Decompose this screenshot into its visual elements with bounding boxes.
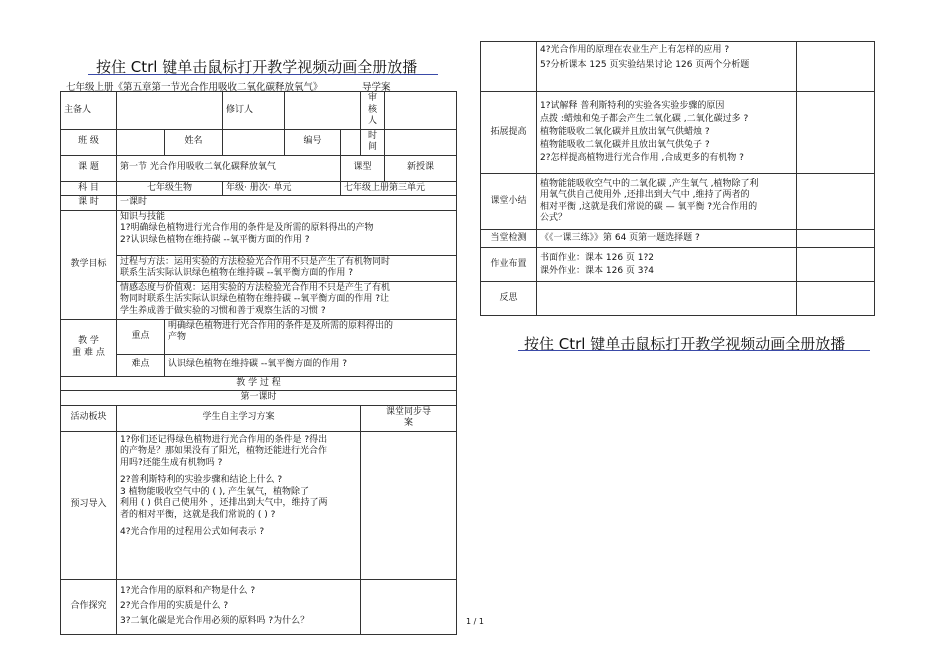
grade-volume-value: 七年级上册第三单元 (341, 181, 457, 196)
topic-label: 课 题 (61, 155, 117, 181)
key-point-line: 产物 (168, 332, 187, 342)
key-difficult-points-label (61, 319, 117, 376)
class-label: 班 级 (61, 129, 117, 155)
period-value: 一课时 (117, 196, 457, 211)
time-label: 时间 (361, 129, 385, 155)
preview-line: 4?光合作用的过程用公式如何表示 ? (120, 527, 265, 537)
summary-line: 植物能能吸收空气中的二氧化碳 ,产生氧气 ,植物除了利 (540, 178, 759, 189)
preview-intro-content (117, 431, 361, 579)
extension-content (537, 92, 797, 174)
goal-c-line: 情感态度与价值观：运用实验的方法检验光合作用不只是产生了有机 (120, 282, 391, 293)
subject-value: 七年级生物 (117, 181, 223, 196)
page-number: 1 / 1 (466, 617, 484, 626)
process-period: 第一课时 (61, 391, 457, 406)
continued-questions (537, 42, 797, 92)
time-value (385, 129, 457, 155)
preview-line: 3 植物能吸收空气中的 ( ), 产生氧气，植物除了 (120, 486, 310, 497)
goal-c-line: 物同时联系生活实际认识绿色植物在维持碳 --氧平衡方面的作用 ?让 (120, 294, 389, 304)
goal-a-line: 知识与技能 (120, 211, 166, 222)
preview-line: 2?普利斯特利的实验步骤和结论上什么 ? (120, 475, 283, 485)
topic-value: 第一节 光合作用吸收二氧化碳释放氧气 (117, 155, 341, 181)
subject-label: 科 目 (61, 181, 117, 196)
col-header-guide-line: 课堂同步导 (385, 406, 431, 417)
preview-line: 用吗?还能生成有机物吗 ? (120, 457, 223, 468)
continued-label-cell (481, 42, 537, 92)
lesson-plan-table (60, 91, 457, 635)
goal-emotion-values (117, 281, 457, 319)
video-link-banner[interactable]: 按住 Ctrl 键单击鼠标打开教学视频动画全册放播 (96, 58, 418, 76)
reviser-label: 修订人 (223, 92, 285, 130)
col-header-class-guide (361, 405, 457, 431)
preview-line: 者的相对平衡，这就是我们常说的 ( ) ? (120, 509, 276, 520)
reviser-value (285, 92, 361, 130)
summary-line: 相对平衡 ,这就是我们常说的碳 — 氧平衡 ?光合作用的 (540, 201, 758, 212)
key-point-text (165, 319, 457, 354)
homework-line: 书面作业：课本 126 页 1?2 (540, 252, 654, 263)
video-link-banner-2[interactable]: 按住 Ctrl 键单击鼠标打开教学视频动画全册放播 (524, 335, 846, 353)
key-point-label: 重点 (117, 319, 165, 354)
difficult-point-text: 认识绿色植物在维持碳 --氧平衡方面的作用 ? (165, 354, 457, 376)
extension-line: 点拨 :蜡烛和兔子都会产生二氧化碳 ,二氧化碳过多 ? (540, 114, 749, 124)
extension-line: 1?试解释 普利斯特利的实验各实验步骤的原因 (540, 101, 725, 111)
prep-person-value (117, 92, 223, 130)
name-value (223, 129, 285, 155)
goal-a-line: 1?明确绿色植物进行光合作用的条件是及所需的原料得出的产物 (120, 223, 374, 233)
difficult-point-label: 难点 (117, 354, 165, 376)
inquiry-line: 2?光合作用的实质是什么 ? (120, 601, 229, 611)
preview-line: 1?你们还记得绿色植物进行光合作用的条件是 ?得出 (120, 434, 328, 445)
goal-a-line: 2?认识绿色植物在维持碳 --氧平衡方面的作用 ? (120, 234, 310, 245)
col-header-student-plan: 学生自主学习方案 (117, 405, 361, 431)
inquiry-line: 1?光合作用的原料和产物是什么 ? (120, 586, 256, 596)
cooperative-inquiry-content (117, 579, 361, 634)
reviewer-value (385, 92, 457, 130)
homework-line: 课外作业：课本 126 页 3?4 (540, 265, 654, 276)
preview-line: 利用 ( ) 供自己使用外 ，还排出到大气中，维持了两 (120, 498, 328, 508)
name-label: 姓名 (165, 129, 223, 155)
cooperative-inquiry-label: 合作探究 (61, 579, 117, 634)
homework-label: 作业布置 (481, 248, 537, 282)
key-point-line: 明确绿色植物进行光合作用的条件是及所需的原料得出的 (168, 320, 394, 331)
col-header-guide-line: 案 (403, 418, 413, 428)
teaching-goals-label: 教学目标 (61, 210, 117, 319)
extension-line: 2?怎样提高植物进行光合作用 ,合成更多的有机物 ? (540, 153, 744, 163)
goal-b-line: 过程与方法：运用实验的方法检验光合作用不只是产生了有机物同时 (120, 256, 391, 267)
reviewer-label: 审核人 (361, 92, 385, 130)
number-value (341, 129, 361, 155)
test-guide-cell (797, 230, 875, 248)
inquiry-line: 3?二氧化碳是光合作用必须的原料吗 ?为什么？ (120, 616, 310, 626)
extension-line: 植物能吸收二氧化碳并且放出氧气供兔子 ? (540, 140, 710, 150)
preview-guide-cell (361, 431, 457, 579)
reflection-content (537, 282, 797, 316)
preview-intro-label: 预习导入 (61, 431, 117, 579)
extension-guide-cell (797, 92, 875, 174)
continued-guide-cell (797, 42, 875, 92)
summary-line: 用氧气供自己使用外 ,还排出到大气中 ,维持了两者的 (540, 190, 750, 200)
doc-subtitle-suffix: 导学案 (362, 82, 391, 93)
lesson-plan-table-continued (480, 41, 875, 316)
in-class-test-content: 《《一课三练》》第 64 页第一题选择题 ? (537, 230, 797, 248)
number-label: 编号 (285, 129, 341, 155)
inquiry-guide-cell (361, 579, 457, 634)
lesson-type-value: 新授课 (385, 155, 457, 181)
extension-line: 植物能吸收二氧化碳并且放出氧气供蜡烛 ? (540, 127, 710, 137)
col-header-activity: 活动板块 (61, 405, 117, 431)
lesson-type-label: 课型 (341, 155, 385, 181)
extension-label: 拓展提高 (481, 92, 537, 174)
continued-line: 4?光合作用的原理在农业生产上有怎样的应用 ? (540, 45, 730, 55)
process-title: 教 学 过 程 (61, 376, 457, 391)
banner-underline-2 (518, 350, 870, 351)
summary-line: 公式？ (540, 213, 568, 223)
period-label: 课 时 (61, 196, 117, 211)
homework-guide-cell (797, 248, 875, 282)
grade-volume-label: 年级· 册次· 单元 (223, 181, 341, 196)
doc-subtitle: 七年级上册《第五章第一节光合作用吸收二氧化碳释放氧气》 (66, 82, 323, 93)
class-summary-label: 课堂小结 (481, 174, 537, 230)
goal-b-line: 联系生活实际认识绿色植物在维持碳 --氧平衡方面的作用 ? (120, 268, 353, 278)
homework-content (537, 248, 797, 282)
preview-line: 的产物是？那如果没有了阳光，植物还能进行光合作 (120, 446, 328, 456)
reflection-guide-cell (797, 282, 875, 316)
reflection-label: 反思 (481, 282, 537, 316)
summary-guide-cell (797, 174, 875, 230)
prep-person-label: 主备人 (61, 92, 117, 130)
class-value (117, 129, 165, 155)
kd-label-line: 重 难 点 (72, 347, 105, 358)
in-class-test-label: 当堂检测 (481, 230, 537, 248)
goal-process-method (117, 255, 457, 281)
class-summary-content (537, 174, 797, 230)
banner-underline (88, 74, 438, 75)
goal-knowledge-skills (117, 210, 457, 255)
kd-label-line: 教 学 (78, 336, 99, 346)
goal-c-line: 学生养成善于做实验的习惯和善于观察生活的习惯 ? (120, 305, 326, 316)
continued-line: 5?分析课本 125 页实验结果讨论 126 页两个分析题 (540, 60, 750, 70)
